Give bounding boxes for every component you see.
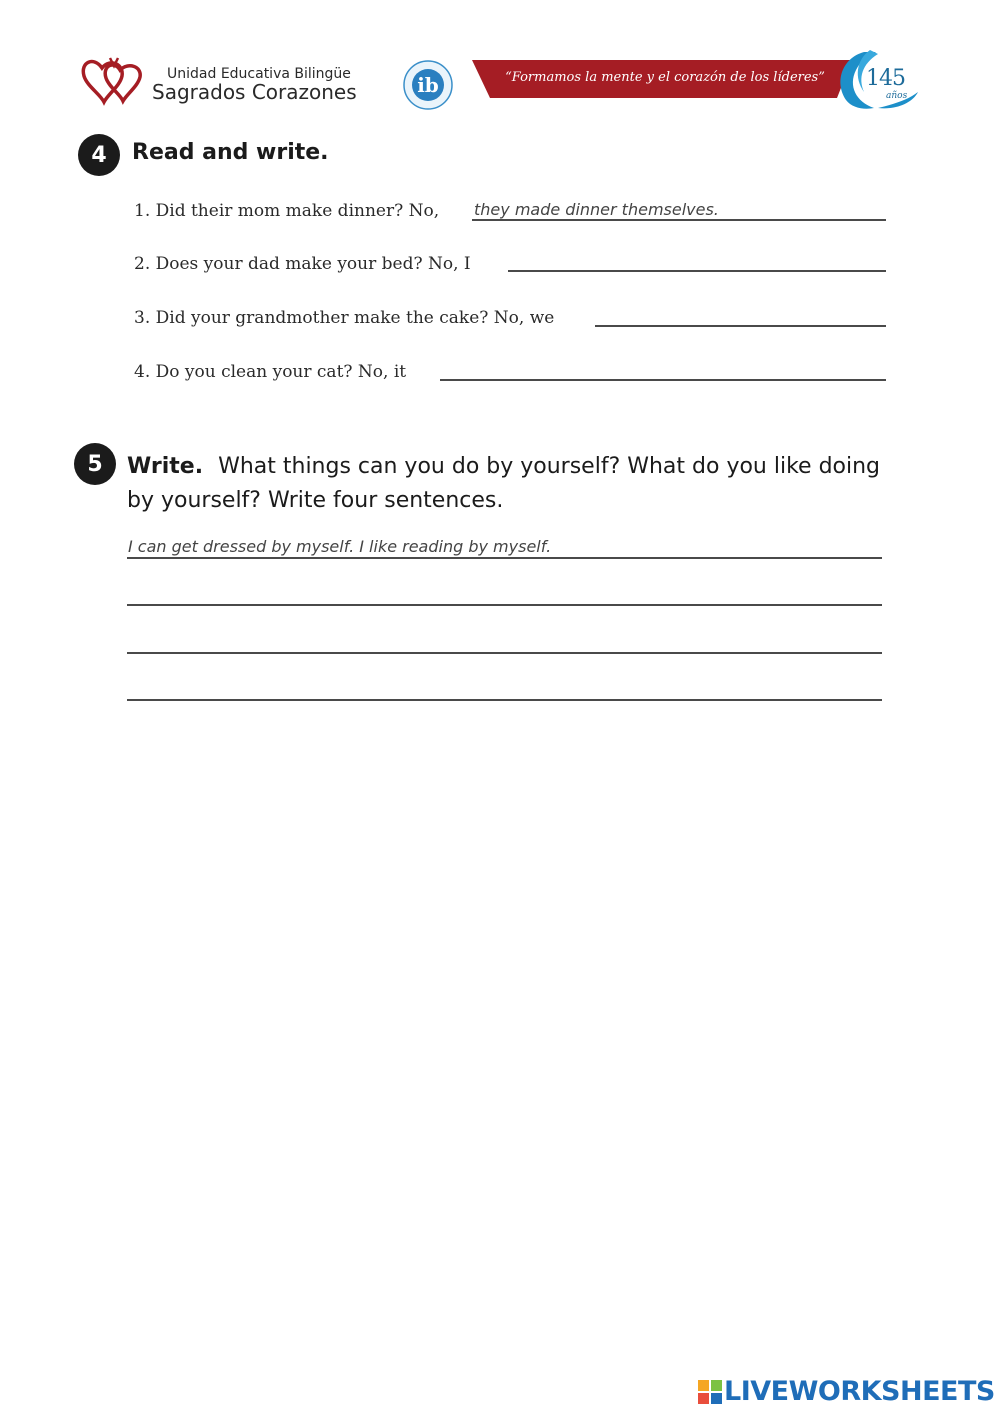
ib-world-school-icon — [396, 58, 460, 112]
writing-line-1 — [127, 557, 882, 559]
liveworksheets-brand[interactable]: LIVEWORKSHEETS — [724, 1376, 995, 1407]
question-1-answer-field[interactable] — [474, 198, 884, 220]
exercise-5-instruction: What things can you do by yourself? What do you like doing by yourself? Write four sentences. — [127, 454, 881, 513]
school-name-line1: Unidad Educativa Bilingüe — [167, 66, 351, 82]
exercise-5-instruction-block — [127, 450, 907, 518]
school-name-line2: Sagrados Corazones — [152, 80, 357, 104]
exercise-5-badge: 5 — [74, 443, 116, 485]
anniversary-label: años — [886, 91, 908, 101]
exercise-5-example-answer: I can get dressed by myself. I like reading by myself. — [128, 537, 552, 556]
question-3-answer-line — [595, 325, 886, 327]
writing-line-3 — [127, 652, 882, 654]
hearts-logo-icon — [80, 54, 144, 108]
writing-field-2[interactable] — [129, 583, 881, 605]
writing-line-4 — [127, 699, 882, 701]
motto-text: “Formamos la mente y el corazón de los líderes” — [505, 70, 825, 85]
svg-text:ib: ib — [417, 73, 439, 97]
question-4-answer-field[interactable] — [442, 358, 886, 380]
question-2-answer-field[interactable] — [510, 250, 886, 272]
writing-field-4[interactable] — [129, 678, 881, 700]
question-3-answer-field[interactable] — [597, 304, 886, 326]
question-1-answer-line — [472, 219, 886, 221]
question-4-prompt: 4. Do you clean your cat? No, it — [134, 362, 407, 382]
anniversary-number: 145 — [866, 66, 905, 91]
question-2-answer-line — [508, 270, 886, 272]
exercise-4-title: Read and write. — [132, 140, 329, 165]
exercise-5-title: Write. — [127, 454, 204, 479]
question-1-prompt: 1. Did their mom make dinner? No, — [134, 201, 440, 221]
question-2-prompt: 2. Does your dad make your bed? No, I — [134, 254, 471, 274]
exercise-4-badge: 4 — [78, 134, 120, 176]
question-3-prompt: 3. Did your grandmother make the cake? No, we — [134, 308, 555, 328]
question-4-answer-line — [440, 379, 886, 381]
writing-field-3[interactable] — [129, 631, 881, 653]
writing-line-2 — [127, 604, 882, 606]
liveworksheets-logo-icon — [698, 1380, 722, 1404]
